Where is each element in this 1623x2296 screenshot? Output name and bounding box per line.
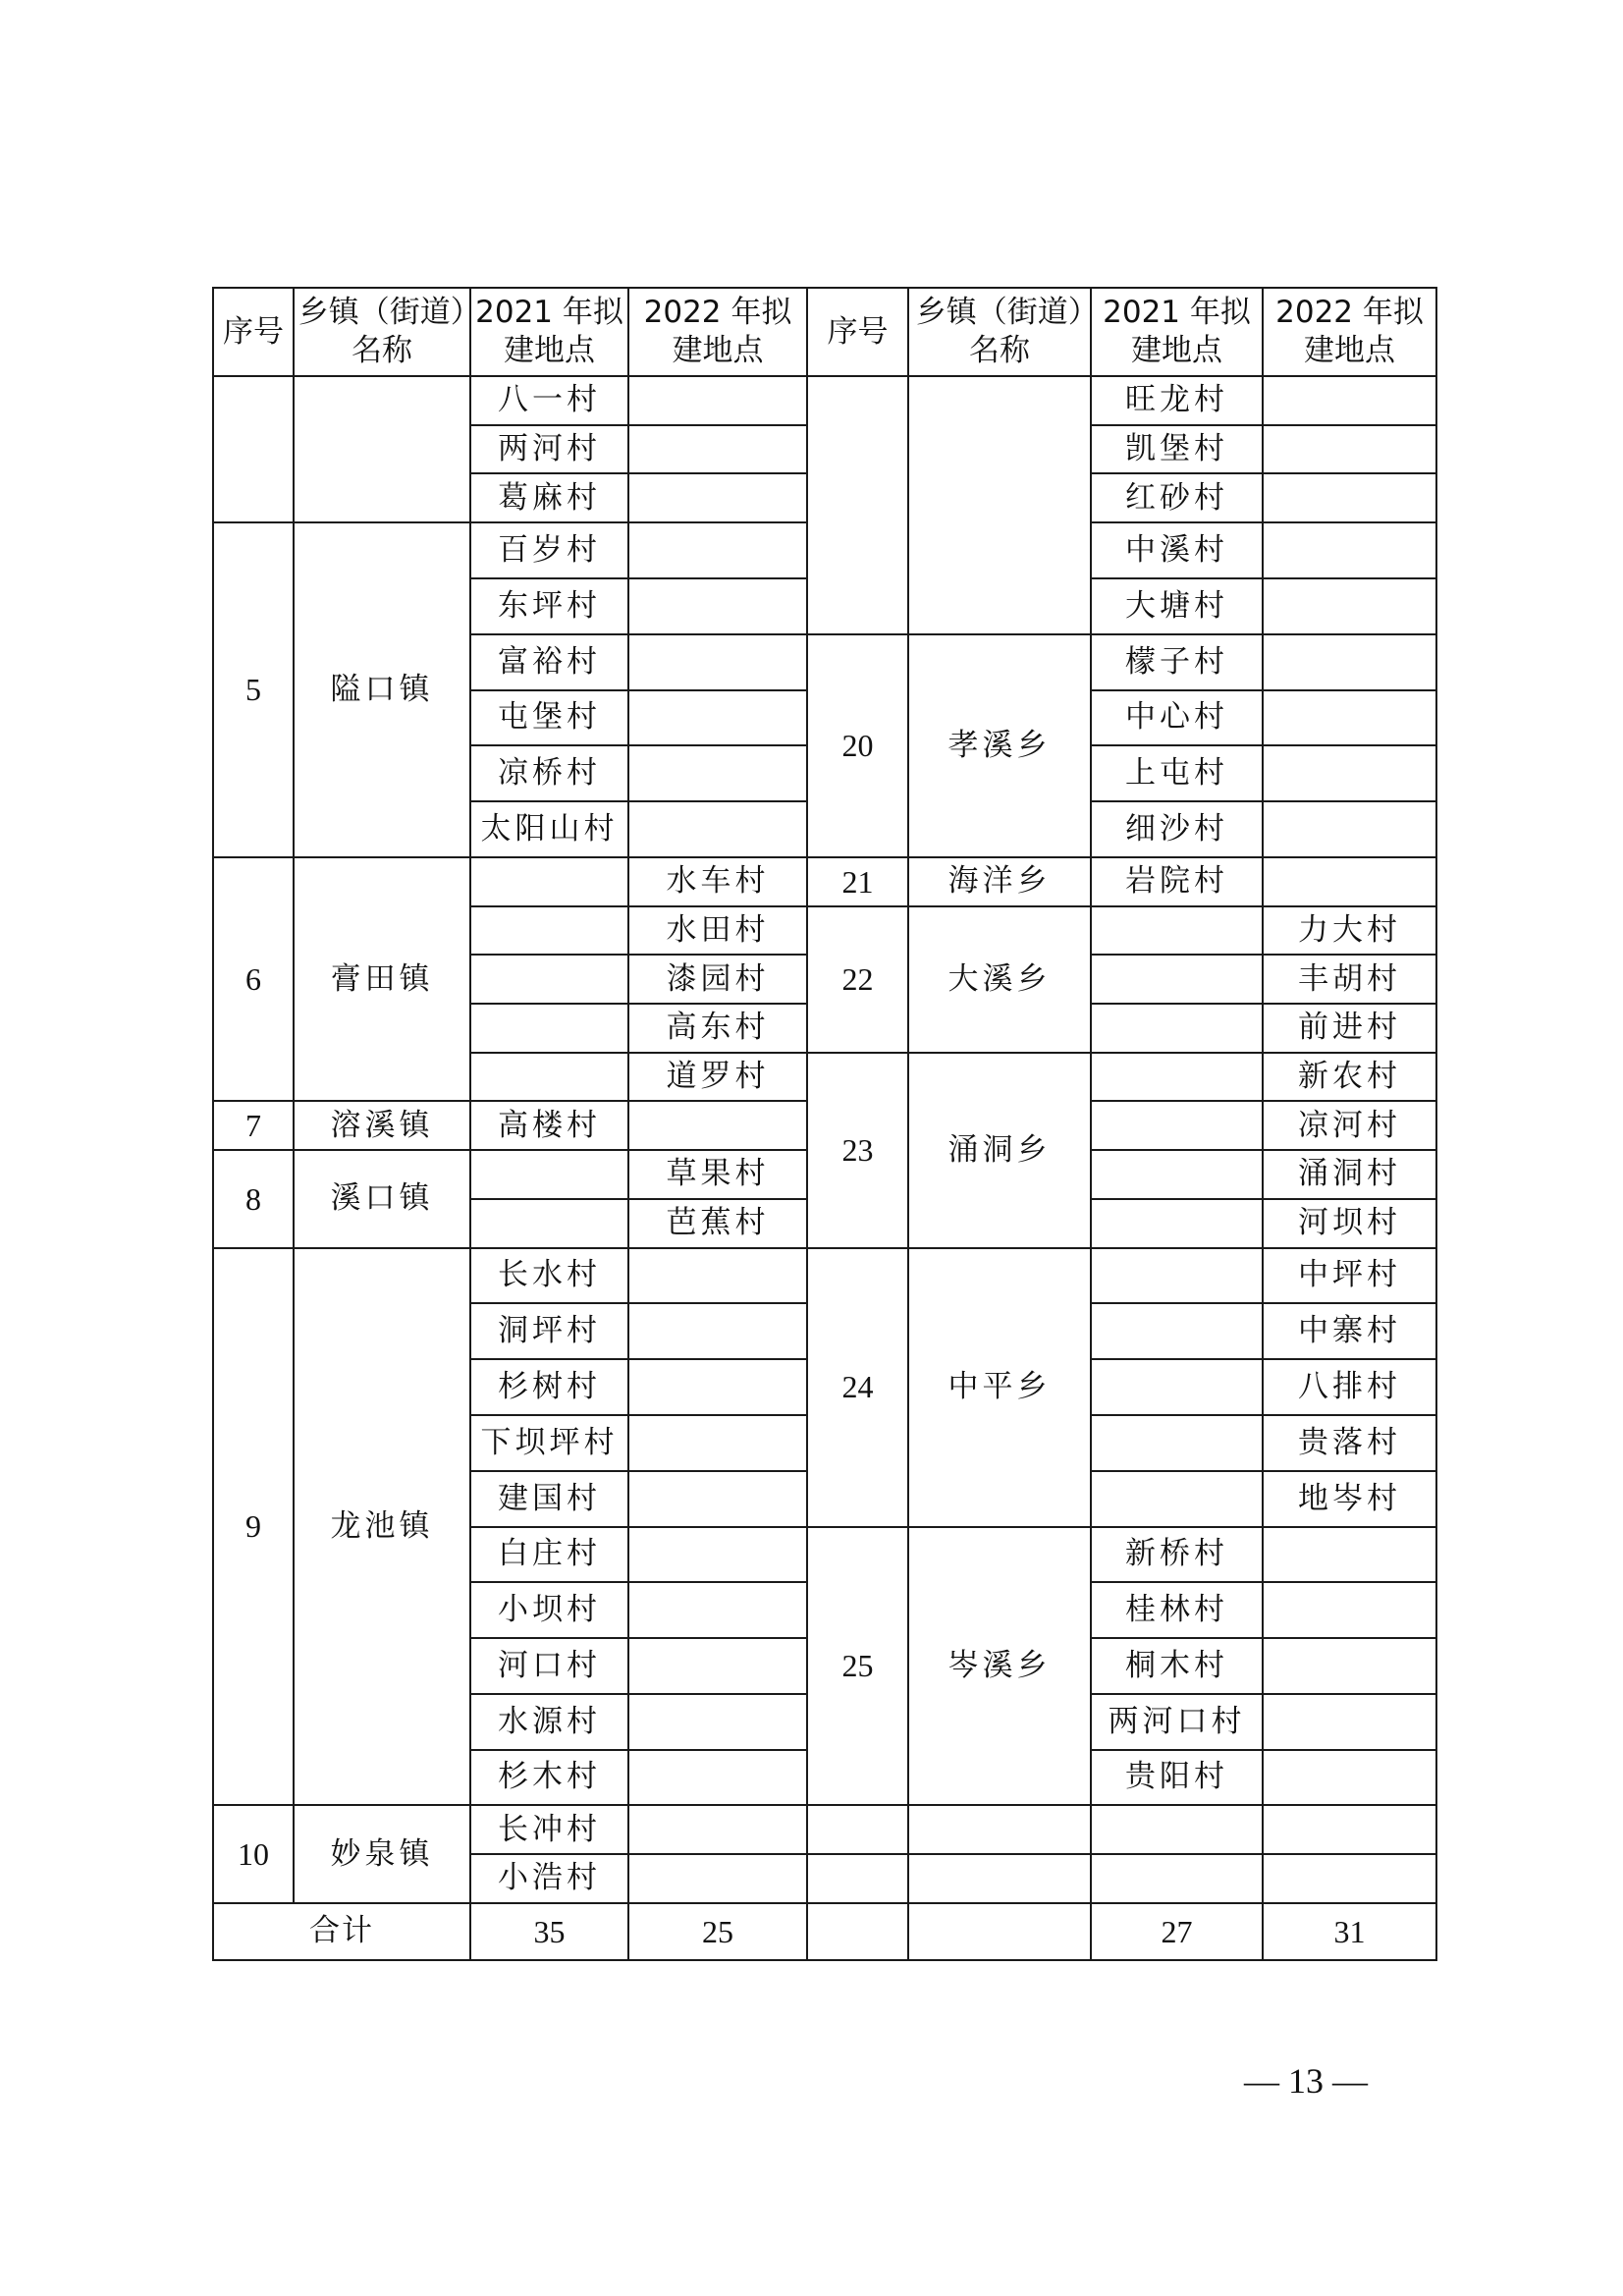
site-2022-cell: 漆园村 <box>628 955 807 1004</box>
site-2022-cell <box>628 1750 807 1806</box>
site-2022-cell <box>628 745 807 801</box>
seq-cell: 21 <box>807 857 908 906</box>
site-2022-cell <box>628 1582 807 1638</box>
site-2021-cell: 东坪村 <box>470 578 628 634</box>
site-2022-cell: 八排村 <box>1263 1359 1436 1415</box>
site-2022-cell <box>628 473 807 522</box>
site-2022-cell <box>1263 857 1436 906</box>
site-2021-cell <box>1091 1415 1263 1471</box>
site-2022-cell <box>1263 1854 1436 1903</box>
site-2022-cell: 道罗村 <box>628 1053 807 1102</box>
site-2021-cell: 旺龙村 <box>1091 376 1263 425</box>
site-2022-cell: 芭蕉村 <box>628 1199 807 1248</box>
site-2022-cell: 力大村 <box>1263 906 1436 956</box>
total-town-right <box>908 1903 1091 1960</box>
site-2021-cell: 中溪村 <box>1091 522 1263 578</box>
site-2021-cell: 贵阳村 <box>1091 1750 1263 1806</box>
town-cell: 大溪乡 <box>908 906 1091 1053</box>
village-site-table <box>212 287 1437 1961</box>
site-2022-cell <box>628 1527 807 1583</box>
site-2022-cell <box>628 578 807 634</box>
town-cell: 中平乡 <box>908 1248 1091 1527</box>
town-cell: 溪口镇 <box>294 1150 470 1247</box>
page-number: — 13 — <box>1244 2061 1368 2101</box>
site-2021-cell: 太阳山村 <box>470 801 628 857</box>
site-2021-cell <box>470 955 628 1004</box>
site-2021-cell: 中心村 <box>1091 690 1263 746</box>
site-2021-cell: 河口村 <box>470 1638 628 1694</box>
total-2021-left: 35 <box>470 1903 628 1960</box>
site-2021-cell: 凉桥村 <box>470 745 628 801</box>
header-town-right: 乡镇（街道）名称 <box>908 288 1091 376</box>
site-2021-cell: 两河村 <box>470 425 628 474</box>
site-2021-cell <box>1091 906 1263 956</box>
site-2021-cell: 两河口村 <box>1091 1694 1263 1750</box>
site-2022-cell <box>1263 690 1436 746</box>
header-2021-left: 2021 年拟建地点 <box>470 288 628 376</box>
town-cell <box>908 1805 1091 1854</box>
site-2022-cell <box>628 1101 807 1150</box>
seq-cell: 20 <box>807 634 908 857</box>
site-2022-cell <box>628 1359 807 1415</box>
total-seq-right <box>807 1903 908 1960</box>
site-2022-cell <box>628 1415 807 1471</box>
total-2022-left: 25 <box>628 1903 807 1960</box>
site-2021-cell: 檬子村 <box>1091 634 1263 690</box>
total-label: 合计 <box>213 1903 470 1960</box>
total-2021-right: 27 <box>1091 1903 1263 1960</box>
site-2021-cell <box>1091 1101 1263 1150</box>
site-2022-cell: 中寨村 <box>1263 1303 1436 1359</box>
seq-cell-continued <box>213 376 294 522</box>
table-row <box>213 1248 1436 1304</box>
site-2022-cell <box>1263 1694 1436 1750</box>
seq-cell: 22 <box>807 906 908 1053</box>
site-2022-cell: 水田村 <box>628 906 807 956</box>
seq-cell: 5 <box>213 522 294 857</box>
site-2022-cell: 高东村 <box>628 1004 807 1053</box>
site-2021-cell <box>1091 1303 1263 1359</box>
site-2021-cell: 长冲村 <box>470 1805 628 1854</box>
site-2021-cell <box>470 1150 628 1199</box>
site-2022-cell <box>628 1805 807 1854</box>
header-seq-left: 序号 <box>213 288 294 376</box>
seq-cell: 10 <box>213 1805 294 1902</box>
seq-cell: 24 <box>807 1248 908 1527</box>
site-2022-cell <box>628 1303 807 1359</box>
site-2022-cell <box>1263 801 1436 857</box>
site-2021-cell: 建国村 <box>470 1471 628 1527</box>
site-2022-cell <box>1263 1582 1436 1638</box>
header-seq-right: 序号 <box>807 288 908 376</box>
total-2022-right: 31 <box>1263 1903 1436 1960</box>
site-2022-cell <box>1263 376 1436 425</box>
header-2022-right: 2022 年拟建地点 <box>1263 288 1436 376</box>
header-2022-left: 2022 年拟建地点 <box>628 288 807 376</box>
seq-cell: 23 <box>807 1053 908 1248</box>
site-2021-cell <box>1091 1053 1263 1102</box>
site-2021-cell: 八一村 <box>470 376 628 425</box>
site-2022-cell: 河坝村 <box>1263 1199 1436 1248</box>
site-2022-cell <box>628 634 807 690</box>
site-2022-cell <box>1263 1527 1436 1583</box>
site-2022-cell <box>1263 578 1436 634</box>
town-cell: 孝溪乡 <box>908 634 1091 857</box>
site-2022-cell <box>1263 745 1436 801</box>
site-2022-cell: 新农村 <box>1263 1053 1436 1102</box>
seq-cell: 25 <box>807 1527 908 1806</box>
site-2021-cell: 富裕村 <box>470 634 628 690</box>
site-2022-cell <box>628 1248 807 1304</box>
town-cell: 溶溪镇 <box>294 1101 470 1150</box>
site-2021-cell: 桐木村 <box>1091 1638 1263 1694</box>
site-2021-cell: 杉树村 <box>470 1359 628 1415</box>
site-2021-cell <box>1091 1805 1263 1854</box>
town-cell: 龙池镇 <box>294 1248 470 1806</box>
seq-cell: 9 <box>213 1248 294 1806</box>
site-2021-cell: 小浩村 <box>470 1854 628 1903</box>
site-2022-cell: 水车村 <box>628 857 807 906</box>
header-row <box>213 288 1436 376</box>
site-2022-cell <box>628 376 807 425</box>
table-row <box>213 857 1436 906</box>
site-2022-cell <box>1263 634 1436 690</box>
site-2021-cell <box>1091 1471 1263 1527</box>
site-2022-cell <box>1263 1750 1436 1806</box>
seq-cell <box>807 1805 908 1854</box>
site-2021-cell <box>1091 955 1263 1004</box>
site-2021-cell: 白庄村 <box>470 1527 628 1583</box>
site-2021-cell: 上屯村 <box>1091 745 1263 801</box>
site-2021-cell: 水源村 <box>470 1694 628 1750</box>
site-2021-cell <box>470 1004 628 1053</box>
site-2021-cell: 桂林村 <box>1091 1582 1263 1638</box>
site-2022-cell <box>1263 522 1436 578</box>
site-2022-cell: 草果村 <box>628 1150 807 1199</box>
site-2021-cell <box>470 906 628 956</box>
site-2021-cell <box>470 1199 628 1248</box>
seq-cell <box>807 1854 908 1903</box>
site-2022-cell <box>628 1471 807 1527</box>
site-2022-cell <box>1263 473 1436 522</box>
site-2021-cell <box>470 857 628 906</box>
site-2022-cell <box>1263 1638 1436 1694</box>
site-2022-cell: 中坪村 <box>1263 1248 1436 1304</box>
site-2021-cell: 下坝坪村 <box>470 1415 628 1471</box>
site-2021-cell <box>1091 1854 1263 1903</box>
town-cell-continued <box>294 376 470 522</box>
site-2021-cell <box>1091 1359 1263 1415</box>
site-2022-cell <box>628 801 807 857</box>
site-2021-cell: 葛麻村 <box>470 473 628 522</box>
table-row <box>213 1805 1436 1854</box>
site-2021-cell: 高楼村 <box>470 1101 628 1150</box>
site-2021-cell: 红砂村 <box>1091 473 1263 522</box>
site-2021-cell <box>1091 1248 1263 1304</box>
town-cell: 隘口镇 <box>294 522 470 857</box>
site-2022-cell: 地岑村 <box>1263 1471 1436 1527</box>
site-2022-cell <box>628 522 807 578</box>
town-cell: 岑溪乡 <box>908 1527 1091 1806</box>
site-2022-cell: 前进村 <box>1263 1004 1436 1053</box>
site-2021-cell: 大塘村 <box>1091 578 1263 634</box>
site-2021-cell: 新桥村 <box>1091 1527 1263 1583</box>
site-2022-cell: 涌洞村 <box>1263 1150 1436 1199</box>
table-row <box>213 376 1436 425</box>
site-2021-cell: 屯堡村 <box>470 690 628 746</box>
town-cell: 涌洞乡 <box>908 1053 1091 1248</box>
town-cell-continued <box>908 376 1091 634</box>
seq-cell: 7 <box>213 1101 294 1150</box>
site-2022-cell <box>628 425 807 474</box>
site-2022-cell: 丰胡村 <box>1263 955 1436 1004</box>
site-2021-cell: 杉木村 <box>470 1750 628 1806</box>
site-2022-cell <box>628 690 807 746</box>
site-2022-cell <box>628 1694 807 1750</box>
site-2021-cell <box>1091 1004 1263 1053</box>
total-row <box>213 1903 1436 1960</box>
site-2022-cell: 贵落村 <box>1263 1415 1436 1471</box>
site-2021-cell <box>470 1053 628 1102</box>
site-2022-cell <box>1263 1805 1436 1854</box>
site-2021-cell: 长水村 <box>470 1248 628 1304</box>
town-cell: 海洋乡 <box>908 857 1091 906</box>
site-2021-cell: 凯堡村 <box>1091 425 1263 474</box>
seq-cell: 6 <box>213 857 294 1102</box>
site-2021-cell: 洞坪村 <box>470 1303 628 1359</box>
seq-cell: 8 <box>213 1150 294 1247</box>
site-2021-cell <box>1091 1199 1263 1248</box>
site-2021-cell: 百岁村 <box>470 522 628 578</box>
site-2022-cell <box>628 1854 807 1903</box>
header-2021-right: 2021 年拟建地点 <box>1091 288 1263 376</box>
site-2022-cell <box>628 1638 807 1694</box>
site-2022-cell: 凉河村 <box>1263 1101 1436 1150</box>
town-cell <box>908 1854 1091 1903</box>
site-2021-cell <box>1091 1150 1263 1199</box>
seq-cell-continued <box>807 376 908 634</box>
header-town-left: 乡镇（街道）名称 <box>294 288 470 376</box>
town-cell: 妙泉镇 <box>294 1805 470 1902</box>
site-2021-cell: 岩院村 <box>1091 857 1263 906</box>
site-2021-cell: 小坝村 <box>470 1582 628 1638</box>
town-cell: 膏田镇 <box>294 857 470 1102</box>
site-2022-cell <box>1263 425 1436 474</box>
site-2021-cell: 细沙村 <box>1091 801 1263 857</box>
